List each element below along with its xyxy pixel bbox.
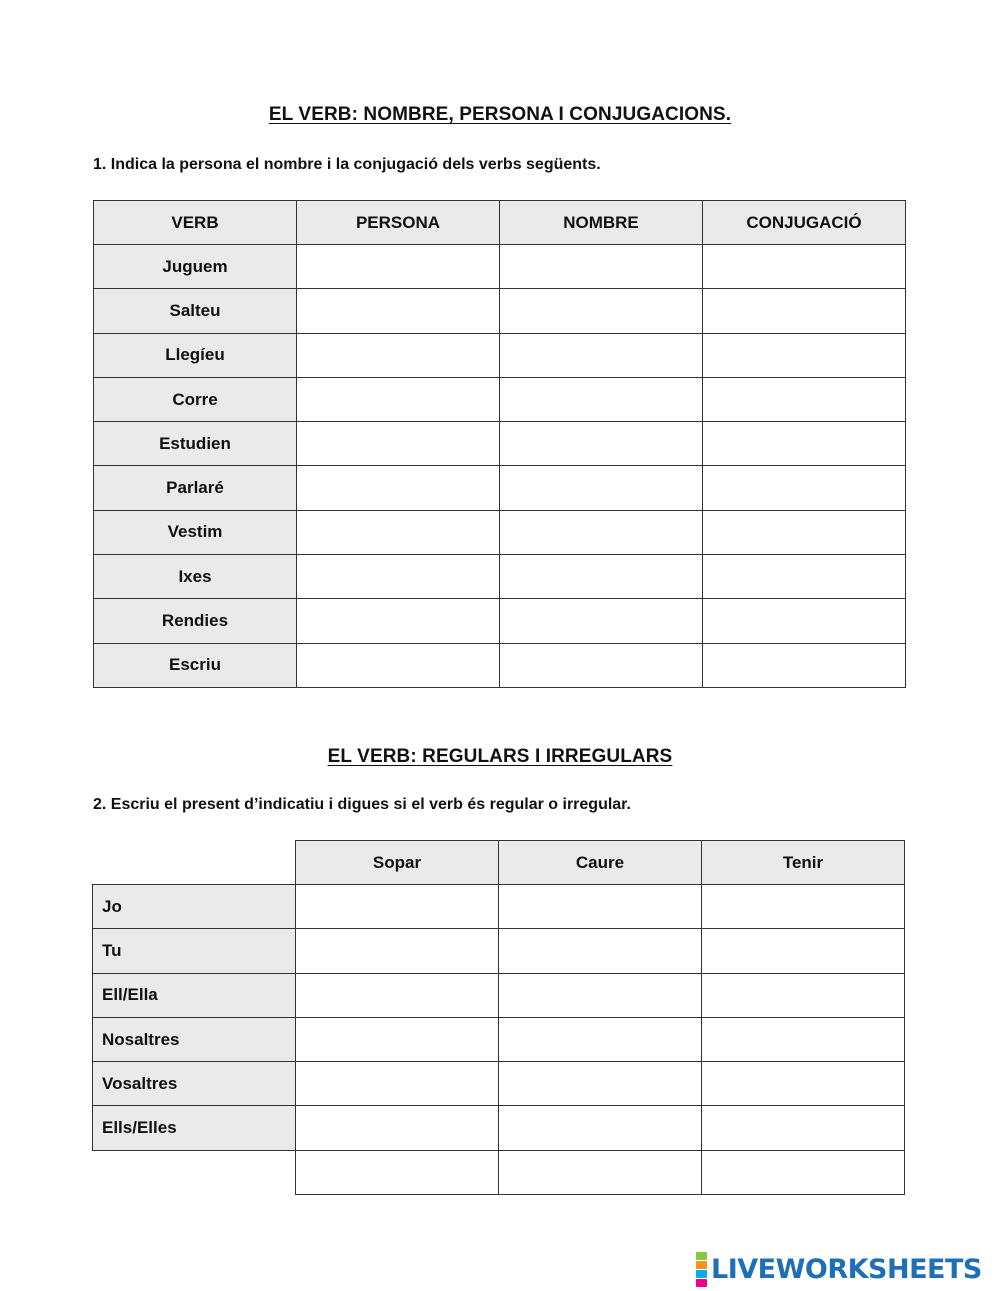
nombre-answer-cell[interactable] (500, 289, 703, 333)
verb-cell: Salteu (94, 289, 297, 333)
persona-answer-cell[interactable] (297, 510, 500, 554)
tenir-answer-cell[interactable] (702, 929, 905, 973)
table-row (94, 289, 906, 333)
header-tenir: Tenir (702, 841, 905, 885)
sopar-answer-cell[interactable] (296, 885, 499, 929)
persona-answer-cell[interactable] (297, 422, 500, 466)
table-row (93, 1150, 905, 1194)
persona-answer-cell[interactable] (297, 466, 500, 510)
logo-block (696, 1270, 707, 1278)
section2-instruction: 2. Escriu el present d’indicatiu i digues si el verb és regular o irregular. (93, 796, 631, 813)
sopar-answer-cell[interactable] (296, 1150, 499, 1194)
liveworksheets-logo (696, 1253, 982, 1285)
nombre-answer-cell[interactable] (500, 245, 703, 289)
table-row (94, 555, 906, 599)
conjugacio-answer-cell[interactable] (703, 643, 906, 687)
nombre-answer-cell[interactable] (500, 333, 703, 377)
persona-answer-cell[interactable] (297, 599, 500, 643)
table-row (93, 1017, 905, 1061)
conjugacio-answer-cell[interactable] (703, 510, 906, 554)
verb-cell: Estudien (94, 422, 297, 466)
table-row (93, 1106, 905, 1150)
conjugacio-answer-cell[interactable] (703, 333, 906, 377)
conjugacio-answer-cell[interactable] (703, 245, 906, 289)
header-caure: Caure (499, 841, 702, 885)
verb-cell: Ixes (94, 555, 297, 599)
logo-block (696, 1252, 707, 1260)
verb-cell: Juguem (94, 245, 297, 289)
caure-answer-cell[interactable] (499, 1106, 702, 1150)
verb-table (93, 200, 906, 688)
persona-answer-cell[interactable] (297, 643, 500, 687)
pronoun-cell: Ell/Ella (93, 973, 296, 1017)
nombre-answer-cell[interactable] (500, 510, 703, 554)
caure-answer-cell[interactable] (499, 885, 702, 929)
header-verb: VERB (94, 201, 297, 245)
sopar-answer-cell[interactable] (296, 973, 499, 1017)
sopar-answer-cell[interactable] (296, 1106, 499, 1150)
logo-icon (696, 1252, 707, 1287)
pronoun-cell: Vosaltres (93, 1062, 296, 1106)
section2-title: EL VERB: REGULARS I IRREGULARS (327, 746, 673, 767)
persona-answer-cell[interactable] (297, 555, 500, 599)
table-row (94, 422, 906, 466)
logo-text: LIVEWORKSHEETS (711, 1253, 982, 1285)
conjugacio-answer-cell[interactable] (703, 466, 906, 510)
table-row (93, 929, 905, 973)
caure-answer-cell[interactable] (499, 929, 702, 973)
caure-answer-cell[interactable] (499, 1062, 702, 1106)
tenir-answer-cell[interactable] (702, 1062, 905, 1106)
tenir-answer-cell[interactable] (702, 1017, 905, 1061)
persona-answer-cell[interactable] (297, 377, 500, 421)
verb-cell: Vestim (94, 510, 297, 554)
nombre-answer-cell[interactable] (500, 377, 703, 421)
persona-answer-cell[interactable] (297, 289, 500, 333)
table-row (93, 1062, 905, 1106)
sopar-answer-cell[interactable] (296, 929, 499, 973)
verb-cell: Llegíeu (94, 333, 297, 377)
nombre-answer-cell[interactable] (500, 466, 703, 510)
table-row (94, 466, 906, 510)
conjugation-table (92, 840, 905, 1195)
pronoun-cell: Ells/Elles (93, 1106, 296, 1150)
verb-cell: Parlaré (94, 466, 297, 510)
pronoun-cell: Tu (93, 929, 296, 973)
conjugacio-answer-cell[interactable] (703, 422, 906, 466)
blank-cell (93, 1150, 296, 1194)
verb-cell: Escriu (94, 643, 297, 687)
header-sopar: Sopar (296, 841, 499, 885)
header-blank (93, 841, 296, 885)
header-nombre: NOMBRE (500, 201, 703, 245)
header-persona: PERSONA (297, 201, 500, 245)
sopar-answer-cell[interactable] (296, 1062, 499, 1106)
table-row (94, 333, 906, 377)
table-row (94, 599, 906, 643)
caure-answer-cell[interactable] (499, 1017, 702, 1061)
persona-answer-cell[interactable] (297, 245, 500, 289)
tenir-answer-cell[interactable] (702, 973, 905, 1017)
nombre-answer-cell[interactable] (500, 422, 703, 466)
tenir-answer-cell[interactable] (702, 885, 905, 929)
conjugacio-answer-cell[interactable] (703, 599, 906, 643)
table-row (94, 377, 906, 421)
sopar-answer-cell[interactable] (296, 1017, 499, 1061)
verb-cell: Corre (94, 377, 297, 421)
table-row (94, 245, 906, 289)
nombre-answer-cell[interactable] (500, 643, 703, 687)
conjugacio-answer-cell[interactable] (703, 289, 906, 333)
conjugacio-answer-cell[interactable] (703, 555, 906, 599)
table-row (93, 885, 905, 929)
nombre-answer-cell[interactable] (500, 599, 703, 643)
logo-block (696, 1279, 707, 1287)
header-conjugacio: CONJUGACIÓ (703, 201, 906, 245)
table-header-row (93, 841, 905, 885)
tenir-answer-cell[interactable] (702, 1106, 905, 1150)
persona-answer-cell[interactable] (297, 333, 500, 377)
section1-instruction: 1. Indica la persona el nombre i la conjugació dels verbs següents. (93, 156, 601, 173)
nombre-answer-cell[interactable] (500, 555, 703, 599)
verb-cell: Rendies (94, 599, 297, 643)
table-row (94, 643, 906, 687)
table-header-row (94, 201, 906, 245)
tenir-answer-cell[interactable] (702, 1150, 905, 1194)
section1-title: EL VERB: NOMBRE, PERSONA I CONJUGACIONS. (268, 104, 732, 125)
caure-answer-cell[interactable] (499, 973, 702, 1017)
caure-answer-cell[interactable] (499, 1150, 702, 1194)
pronoun-cell: Jo (93, 885, 296, 929)
table-row (94, 510, 906, 554)
conjugacio-answer-cell[interactable] (703, 377, 906, 421)
pronoun-cell: Nosaltres (93, 1017, 296, 1061)
table-row (93, 973, 905, 1017)
logo-block (696, 1261, 707, 1269)
